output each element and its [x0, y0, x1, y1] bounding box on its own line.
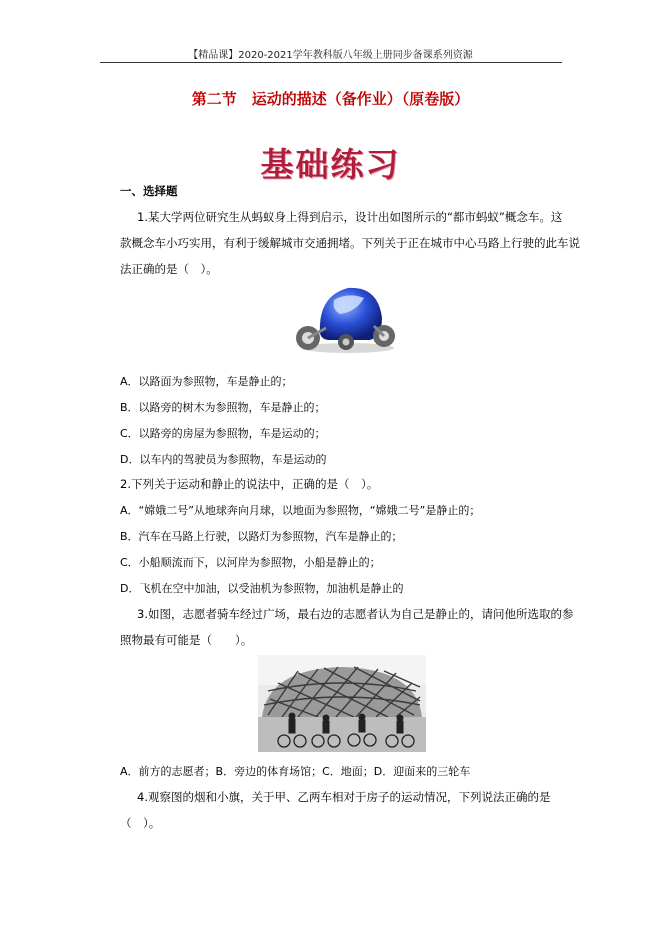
q2-line-1: 2.下列关于运动和静止的说法中，正确的是（ ）。 [120, 477, 379, 491]
q1-line-1: 1.某大学两位研究生从蚂蚁身上得到启示，设计出如图所示的“都市蚂蚁”概念车。这 [137, 210, 563, 224]
q1-option-a: A．以路面为参照物，车是静止的； [120, 375, 293, 388]
q2-option-d: D．飞机在空中加油，以受油机为参照物，加油机是静止的 [120, 582, 404, 595]
q4-line-1: 4.观察图的烟和小旗，关于甲、乙两车相对于房子的运动情况，下列说法正确的是 [137, 790, 551, 804]
q4-line-2: （ ）。 [120, 816, 161, 830]
q2-option-c: C．小船顺流而下，以河岸为参照物，小船是静止的； [120, 556, 381, 569]
concept-car-image [290, 278, 400, 356]
q3-line-2: 照物最有可能是（ ）。 [120, 633, 253, 647]
q3-options: A．前方的志愿者；B．旁边的体育场馆；C．地面；D．迎面来的三轮车 [120, 765, 471, 778]
document-title: 第二节 运动的描述（备作业）（原卷版） [191, 90, 470, 108]
q2-option-b: B．汽车在马路上行驶，以路灯为参照物，汽车是静止的； [120, 530, 403, 543]
q1-option-c: C．以路旁的房屋为参照物，车是运动的； [120, 427, 326, 440]
q1-option-d: D．以车内的驾驶员为参照物，车是运动的 [120, 453, 327, 466]
q1-option-b: B．以路旁的树木为参照物，车是静止的； [120, 401, 326, 414]
page-header: 【精品课】2020-2021学年教科版八年级上册同步备课系列资源 [188, 50, 473, 61]
q1-line-3: 法正确的是（ ）。 [120, 262, 218, 276]
q2-option-a: A．“嫦娥二号”从地球奔向月球，以地面为参照物，“嫦娥二号”是静止的； [120, 504, 481, 517]
header-divider [100, 62, 562, 63]
stadium-cyclists-photo [258, 655, 426, 752]
q3-line-1: 3.如图，志愿者骑车经过广场，最右边的志愿者认为自己是静止的，请问他所选取的参 [137, 607, 574, 621]
section-heading: 基础练习 [260, 145, 401, 184]
q1-line-2: 款概念车小巧实用，有利于缓解城市交通拥堵。下列关于正在城市中心马路上行驶的此车说 [120, 236, 580, 250]
section-label: 一、选择题 [120, 184, 178, 198]
